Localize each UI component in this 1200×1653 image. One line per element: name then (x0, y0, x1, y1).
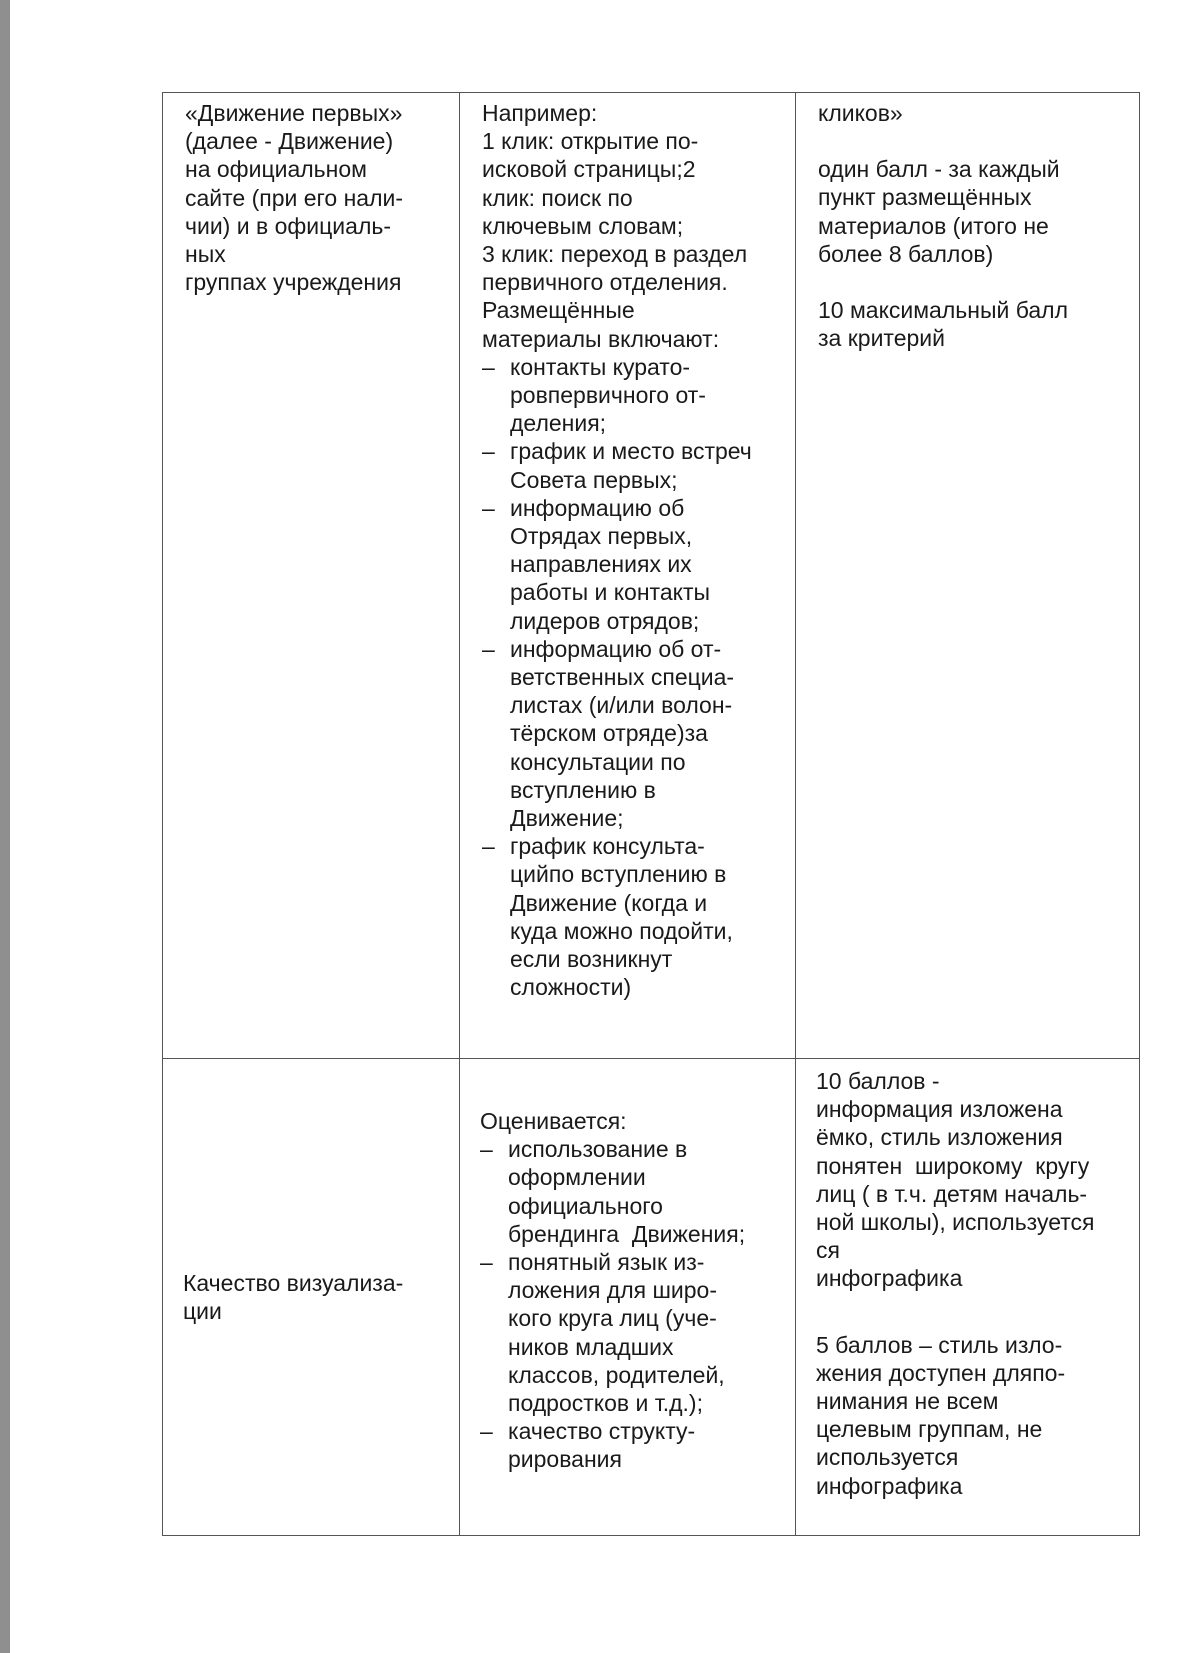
list-item (482, 832, 787, 1001)
list-item (482, 494, 787, 635)
list-item-line: сложности) (510, 974, 632, 1001)
text-line: Размещённые (482, 297, 635, 324)
scoring-block (818, 296, 1131, 352)
description-intro: Оценивается: (480, 1108, 627, 1134)
text-line: один балл - за каждый (818, 156, 1060, 183)
list-item-line: – контакты курато- (510, 353, 691, 380)
list-item-line: ровпервичного от- (510, 382, 706, 409)
criterion-cell (163, 1059, 460, 1536)
text-line: первичного отделения. (482, 269, 728, 296)
text-line: инфографика (816, 1265, 963, 1292)
text-line: «Движение первых» (185, 100, 403, 126)
text-line: 10 максимальный балл (818, 297, 1069, 324)
list-item-line: работы и контакты (510, 579, 711, 606)
text-line: ной школы), используется (816, 1209, 1095, 1236)
scoring-cell (796, 93, 1140, 1059)
text-line: за критерий (818, 325, 945, 352)
text-line: 1 клик: открытие по- (482, 128, 699, 155)
text-line: (далее - Движение) (185, 128, 394, 155)
list-item-line: кого круга лиц (уче- (508, 1305, 717, 1332)
text-line: материалов (итого не (818, 212, 1049, 239)
scoring-block (818, 155, 1131, 268)
list-item (482, 353, 787, 438)
list-item-line: консультации по (510, 748, 686, 775)
criterion-text (163, 93, 459, 296)
text-line: 5 баллов – стиль изло- (816, 1331, 1063, 1358)
list-item-line: – понятный язык из- (508, 1249, 705, 1276)
description-text (460, 93, 795, 1002)
list-item-line: классов, родителей, (508, 1361, 725, 1388)
text-line: нимания не всем (816, 1388, 999, 1415)
list-item-line: если возникнут (510, 946, 673, 973)
scoring-cell (796, 1059, 1140, 1536)
text-line: ключевым словам; (482, 212, 684, 239)
list-item-line: оформлении (508, 1164, 646, 1191)
description-cell (460, 1059, 796, 1536)
text-line: 3 клик: переход в раздел (482, 241, 748, 268)
list-item-line: ников младших (508, 1333, 674, 1360)
text-line: 10 баллов - (816, 1068, 940, 1094)
list-item-line: Движение (когда и (510, 889, 708, 916)
text-line: материалы включают: (482, 325, 720, 352)
list-item-line: официального (508, 1192, 663, 1219)
description-cell (460, 93, 796, 1059)
description-intro (482, 99, 787, 353)
text-line: лиц ( в т.ч. детям началь- (816, 1180, 1088, 1207)
text-line: информация изложена (816, 1096, 1063, 1123)
text-line: клик: поиск по (482, 184, 633, 211)
list-item-line: – график консульта- (510, 833, 705, 860)
list-item-line: Отрядах первых, (510, 523, 693, 550)
text-line: сайте (при его нали- (185, 184, 404, 211)
list-item (480, 1248, 787, 1417)
text-line: ся (816, 1237, 840, 1264)
text-line: жения доступен дляпо- (816, 1359, 1066, 1386)
text-line: ёмко, стиль изложения (816, 1124, 1063, 1151)
list-item-line: Совета первых; (510, 466, 678, 493)
list-item-line: тёрском отряде)за (510, 720, 708, 747)
criterion-cell (163, 93, 460, 1059)
text-line: чии) и в официаль- (185, 212, 392, 239)
text-line: кликов» (818, 100, 903, 126)
scan-edge-shadow (0, 0, 10, 1653)
list-item-line: – качество структу- (508, 1418, 696, 1445)
description-text (460, 1059, 795, 1474)
text-line: группах учреждения (185, 269, 402, 296)
list-item-line: подростков и т.д.); (508, 1390, 703, 1417)
text-line: используется (816, 1444, 959, 1471)
list-item-line: – использование в (508, 1136, 688, 1163)
list-item-line: ветственных специа- (510, 664, 735, 691)
bullet-list (482, 353, 787, 1002)
criteria-table (162, 92, 1140, 1536)
scoring-block (818, 99, 1131, 127)
scoring-block (816, 1067, 1135, 1293)
table-row (163, 1059, 1140, 1536)
list-item-line: лидеров отрядов; (510, 607, 700, 634)
list-item-line: Движение; (510, 805, 624, 832)
text-line: целевым группам, не (816, 1416, 1043, 1443)
text-line: ных (185, 241, 226, 268)
text-line: на официальном (185, 156, 367, 183)
list-item-line: вступлению в (510, 776, 656, 803)
list-item-line: листах (и/или волон- (510, 692, 733, 719)
scoring-block (816, 1331, 1135, 1500)
bullet-list (480, 1135, 787, 1473)
text-line: пункт размещённых (818, 184, 1032, 211)
list-item-line: цийпо вступлению в (510, 861, 727, 888)
list-item (482, 437, 787, 493)
list-item-line: брендинга Движения; (508, 1220, 746, 1247)
list-item-line: рирования (508, 1446, 622, 1473)
list-item (480, 1417, 787, 1473)
scoring-text (796, 93, 1139, 352)
list-item (482, 635, 787, 832)
scoring-text (796, 1059, 1139, 1500)
text-line: ции (183, 1298, 222, 1324)
table-row (163, 93, 1140, 1059)
list-item-line: – информацию об (510, 494, 685, 521)
text-line: понятен широкому кругу (816, 1152, 1090, 1179)
list-item-line: деления; (510, 410, 607, 437)
text-line: более 8 баллов) (818, 240, 994, 267)
list-item-line: направлениях их (510, 551, 692, 578)
text-line: Качество визуализа- (183, 1269, 404, 1296)
list-item-line: – информацию об от- (510, 635, 722, 662)
list-item-line: ложения для широ- (508, 1277, 718, 1304)
text-line: исковой страницы;2 (482, 156, 696, 183)
list-item (480, 1135, 787, 1248)
text-line: инфографика (816, 1472, 963, 1499)
criterion-text (183, 1269, 403, 1325)
list-item-line: – график и место встреч (510, 438, 752, 465)
list-item-line: куда можно подойти, (510, 917, 733, 944)
text-line: Например: (482, 100, 598, 126)
